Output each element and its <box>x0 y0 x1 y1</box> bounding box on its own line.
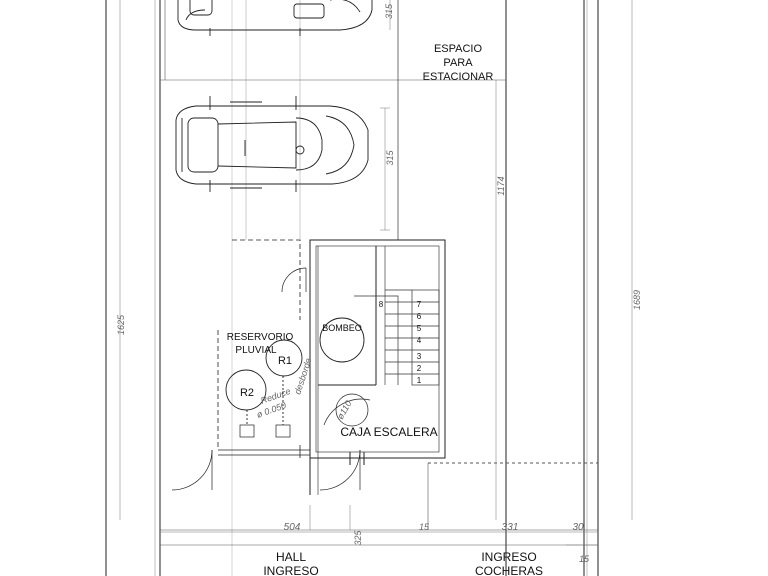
parking-label-1: ESPACIO <box>433 43 483 55</box>
parking-label-3: ESTACIONAR <box>422 71 494 83</box>
stair-step-2: 2 <box>416 364 422 373</box>
stair-step-7: 7 <box>416 300 422 309</box>
r2-label: R2 <box>239 387 255 399</box>
door-swings <box>172 268 370 490</box>
stair-treads <box>354 290 439 385</box>
stair-step-6: 6 <box>416 312 422 321</box>
stair-step-3: 3 <box>416 352 422 361</box>
car-icon <box>178 0 372 36</box>
hall-label-1: HALL <box>275 550 307 564</box>
reservoir-label-1: RESERVORIO <box>226 332 294 343</box>
dim-315-top: 315 <box>384 4 394 20</box>
reducer-size-label: ø 0.050 <box>255 400 288 420</box>
hall-label-2: INGRESO <box>263 564 319 576</box>
stair-box <box>310 240 445 495</box>
stair-box-label: CAJA ESCALERA <box>340 425 438 439</box>
dim-30: 30 <box>572 522 584 533</box>
reducer-label: Reduce <box>259 385 292 406</box>
r1-label: R1 <box>277 355 293 367</box>
parking-label-2: PARA <box>443 57 473 69</box>
stair-step-4: 4 <box>416 336 422 345</box>
car-icon <box>176 96 368 192</box>
stair-step-5: 5 <box>416 324 422 333</box>
garage-label-1: INGRESO <box>481 550 537 564</box>
garage-label-2: COCHERAS <box>474 564 544 576</box>
dim-325: 325 <box>353 530 363 546</box>
pump-label: BOMBEO <box>322 323 362 333</box>
dim-504: 504 <box>283 522 301 533</box>
dim-15-a: 15 <box>418 522 430 532</box>
dim-1174: 1174 <box>496 176 506 196</box>
dim-315: 315 <box>385 150 395 166</box>
dim-15-b: 15 <box>578 554 590 564</box>
stair-step-1: 1 <box>416 376 422 385</box>
overflow-label: desborde <box>292 356 314 396</box>
dim-1689: 1689 <box>632 289 642 311</box>
dim-1625: 1625 <box>116 314 126 336</box>
pipe-label: ø110 <box>335 398 354 421</box>
reservoir-label-2: PLUVIAL <box>235 345 277 356</box>
dim-331: 331 <box>501 522 519 533</box>
stair-step-8: 8 <box>378 300 384 309</box>
